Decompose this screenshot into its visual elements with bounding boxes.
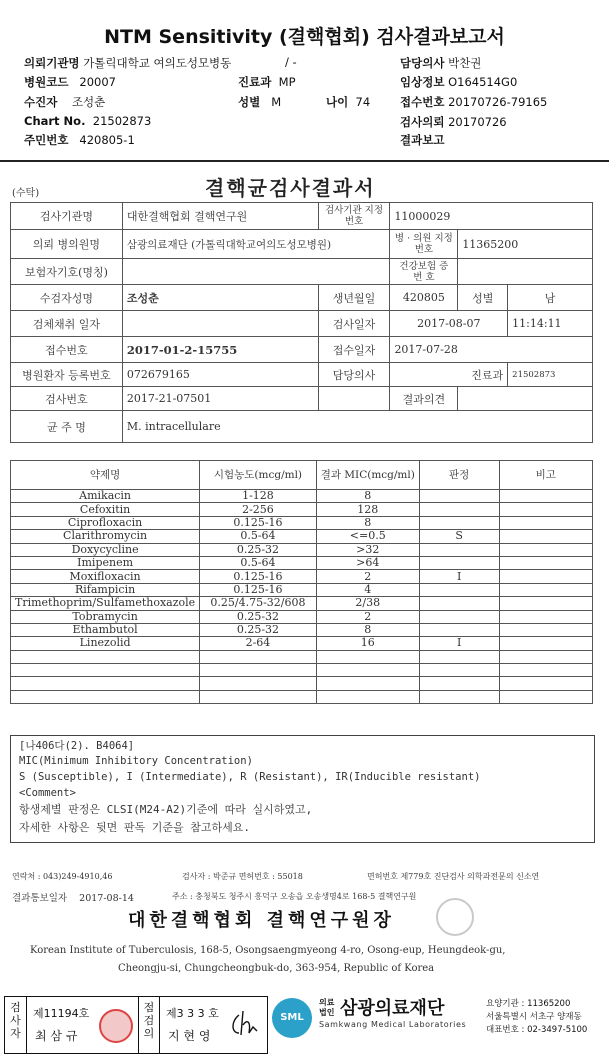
drug-cell [499, 556, 592, 569]
drug-cell [200, 664, 317, 677]
header-patient [24, 94, 105, 110]
report-date-value: 2017-08-14 [79, 893, 134, 904]
dob-value: 420805 [390, 285, 458, 311]
request-label: 검사의뢰 [400, 115, 445, 129]
org-name-en: Samkwang Medical Laboratories [319, 1020, 467, 1029]
drug-cell [419, 664, 499, 677]
drug-cell: Imipenem [11, 556, 200, 569]
form-badge: (수탁) [12, 188, 40, 199]
drug-cell: <=0.5 [316, 530, 419, 543]
patient-name-value: 조성춘 [122, 285, 318, 311]
ssn-value: 420805-1 [79, 133, 135, 147]
drug-row [11, 583, 593, 596]
org-contact [486, 998, 587, 1037]
org-prefix-1: 의료 [319, 998, 335, 1007]
inspector-stamp-box [4, 996, 268, 1054]
opinion-value [458, 387, 593, 411]
dept-form-value: 21502873 [508, 363, 593, 387]
header-institution [24, 55, 231, 71]
drug-cell [316, 650, 419, 663]
drug-cell: 16 [316, 637, 419, 650]
drug-cell: 0.25-32 [200, 610, 317, 623]
drug-cell: 2/38 [316, 597, 419, 610]
accession-date-label: 접수일자 [318, 337, 390, 363]
drug-cell: Linezolid [11, 637, 200, 650]
institution-label: 의뢰기관명 [24, 56, 80, 70]
health-value [458, 259, 593, 285]
accession-label: 접수번호 [11, 337, 123, 363]
header-sex [238, 94, 281, 110]
test-date-label: 검사일자 [318, 311, 390, 337]
drug-header-cell: 약제명 [11, 461, 200, 490]
drug-header-cell: 판정 [419, 461, 499, 490]
drug-cell [200, 650, 317, 663]
dept-value: MP [278, 75, 296, 89]
drug-cell: >64 [316, 556, 419, 569]
hosp-code-label: 병 · 의원 지정번호 [390, 230, 458, 259]
collect-label: 검체채취 일자 [11, 311, 123, 337]
drug-susceptibility-table [10, 460, 593, 704]
hosp-code-value: 11365200 [458, 230, 593, 259]
header-request [400, 114, 507, 130]
drug-row [11, 543, 593, 556]
institution-value: 가톨릭대학교 여의도성모병동 [83, 56, 232, 70]
drug-row [11, 650, 593, 663]
drug-cell: 0.125-16 [200, 516, 317, 529]
drug-cell: 0.125-16 [200, 583, 317, 596]
drug-cell [419, 543, 499, 556]
drug-cell: 1-128 [200, 490, 317, 503]
drug-cell [316, 664, 419, 677]
org-prefix-2: 법인 [319, 1008, 335, 1017]
doctor-value: 박찬권 [448, 56, 482, 70]
drug-cell [11, 690, 200, 703]
drug-header-cell: 시험농도(mcg/ml) [200, 461, 317, 490]
drug-cell [419, 503, 499, 516]
patient-value: 조성춘 [71, 95, 106, 109]
org-address: 서울특별시 서초구 양재동 [486, 1012, 582, 1022]
drug-cell: 8 [316, 516, 419, 529]
drug-cell [419, 583, 499, 596]
drug-cell [11, 677, 200, 690]
org-name: 삼광의료재단 [340, 998, 445, 1019]
header-clinical [400, 74, 517, 90]
footer-report-date [12, 890, 134, 904]
drug-cell [499, 490, 592, 503]
doc-label: 담당의사 [318, 363, 390, 387]
drug-header-cell: 결과 MIC(mcg/ml) [316, 461, 419, 490]
insured-label: 보험자기호(명칭) [11, 259, 123, 285]
drug-cell: 4 [316, 583, 419, 596]
dept-label: 진료과 [238, 75, 272, 89]
drug-row [11, 690, 593, 703]
collect-value [122, 311, 318, 337]
drug-row [11, 623, 593, 636]
drug-cell [499, 583, 592, 596]
header-doctor [400, 55, 481, 71]
drug-row [11, 490, 593, 503]
drug-cell: Ciprofloxacin [11, 516, 200, 529]
drug-row [11, 570, 593, 583]
drug-cell [499, 570, 592, 583]
hospital-code-value: 20007 [79, 75, 116, 89]
drug-cell: 0.5-64 [200, 556, 317, 569]
reviewer-name: 지 현 영 [168, 1029, 211, 1043]
drug-cell: 0.125-16 [200, 570, 317, 583]
drug-cell [419, 516, 499, 529]
drug-cell: I [419, 570, 499, 583]
bottom-strip [0, 994, 609, 1060]
test-date-value: 2017-08-07 [390, 311, 508, 337]
reg-label: 병원환자 등록번호 [11, 363, 123, 387]
reviewer-signature-icon [227, 1007, 263, 1041]
doctor-label: 담당의사 [400, 56, 445, 70]
drug-cell [499, 677, 592, 690]
drug-row [11, 503, 593, 516]
reg-value: 072679165 [122, 363, 318, 387]
drug-cell: 2-64 [200, 637, 317, 650]
notes-legend: S (Susceptible), I (Intermediate), R (Resistant), IR(Inducible resistant) [19, 771, 481, 783]
drug-cell: Ethambutol [11, 623, 200, 636]
request-value: 20170726 [448, 115, 507, 129]
age-value: 74 [355, 95, 371, 109]
drug-cell [499, 597, 592, 610]
organism-value: M. intracellulare [122, 411, 592, 443]
drug-row [11, 556, 593, 569]
drug-cell [499, 623, 592, 636]
patient-name-label: 수검자성명 [11, 285, 123, 311]
organism-label: 균 주 명 [11, 411, 123, 443]
age-label: 나이 [326, 95, 349, 109]
receipt-label: 접수번호 [400, 95, 445, 109]
drug-cell [419, 610, 499, 623]
inspector-name: 최 삼 규 [35, 1029, 78, 1043]
drug-cell [200, 677, 317, 690]
drug-row [11, 530, 593, 543]
clinical-label: 임상정보 [400, 75, 445, 89]
footer-license: 면허번호 제779호 진단검사 의학과전문의 신소연 [367, 872, 540, 881]
notes-line1: 항생제별 판정은 CLSI(M24-A2)기준에 따라 실시하였고, [19, 803, 313, 816]
drug-cell [499, 690, 592, 703]
chart-value: 21502873 [92, 114, 152, 128]
inspector-label: 검사자 [5, 997, 27, 1053]
drug-cell [316, 690, 419, 703]
report-title: NTM Sensitivity (결핵협회) 검사결과보고서 [104, 26, 505, 48]
sex-label: 성별 [238, 95, 261, 109]
test-time-value: 11:14:11 [508, 311, 593, 337]
ward-value: / - [285, 55, 297, 69]
result-report-label [400, 132, 444, 148]
drug-row [11, 597, 593, 610]
drug-cell: 0.25-32 [200, 543, 317, 556]
drug-cell [499, 610, 592, 623]
drug-cell [499, 516, 592, 529]
drug-cell: Trimethoprim/Sulfamethoxazole [11, 597, 200, 610]
result-report-text: 결과보고 [400, 133, 445, 147]
drug-cell: >32 [316, 543, 419, 556]
hosp-name-value: 삼광의료재단 (가톨릭대학교여의도성모병원) [122, 230, 390, 259]
drug-cell [200, 690, 317, 703]
drug-cell [316, 677, 419, 690]
drug-cell [499, 637, 592, 650]
drug-cell: 8 [316, 623, 419, 636]
drug-cell: Tobramycin [11, 610, 200, 623]
drug-cell [499, 530, 592, 543]
reviewer-no: 제3 3 3 호 [166, 1007, 219, 1020]
drug-table-header [11, 461, 593, 490]
test-no-spacer [318, 387, 390, 411]
drug-cell: Doxycycline [11, 543, 200, 556]
dob-label: 생년월일 [318, 285, 390, 311]
inspector-no: 제11194호 [33, 1007, 90, 1020]
drug-row [11, 637, 593, 650]
drug-cell: 2 [316, 610, 419, 623]
drug-cell [499, 503, 592, 516]
chart-label: Chart No. [24, 114, 86, 128]
drug-cell: Cefoxitin [11, 503, 200, 516]
accession-date-value: 2017-07-28 [390, 337, 593, 363]
lab-name-label: 검사기관명 [11, 203, 123, 230]
drug-cell [499, 664, 592, 677]
header-hospital-code [24, 74, 116, 90]
drug-cell: I [419, 637, 499, 650]
notes-code: [나406다(2). B4064] [19, 740, 135, 752]
drug-cell [419, 597, 499, 610]
lab-code-label: 검사기관 지정번호 [318, 203, 390, 230]
lab-code-value: 11000029 [390, 203, 593, 230]
drug-cell [419, 556, 499, 569]
drug-cell: 2 [316, 570, 419, 583]
inspector-seal-icon [99, 1009, 133, 1043]
sex-form-value: 남 [508, 285, 593, 311]
test-no-label: 검사번호 [11, 387, 123, 411]
header-ssn [24, 132, 135, 148]
org-seal-icon [436, 898, 474, 936]
ssn-label: 주민번호 [24, 133, 69, 147]
drug-cell: Moxifloxacin [11, 570, 200, 583]
drug-row [11, 610, 593, 623]
drug-cell: 8 [316, 490, 419, 503]
dept-form-label: 진료과 [390, 363, 508, 387]
drug-cell: Rifampicin [11, 583, 200, 596]
drug-cell: 2-256 [200, 503, 317, 516]
notes-box [10, 735, 595, 843]
drug-cell: 0.25/4.75-32/608 [200, 597, 317, 610]
drug-cell [499, 543, 592, 556]
drug-row [11, 664, 593, 677]
care-code: 요양기관 : 11365200 [486, 999, 571, 1009]
footer-address-en-1: Korean Institute of Tuberculosis, 168-5, Osongsaengmyeong 4-ro, Osong-eup, Heungdeok-gu, [30, 945, 506, 956]
sml-logo-icon: SML [272, 998, 312, 1038]
hosp-name-label: 의뢰 병의원명 [11, 230, 123, 259]
test-no-value: 2017-21-07501 [122, 387, 318, 411]
receipt-value: 20170726-79165 [448, 95, 548, 109]
drug-cell [419, 490, 499, 503]
footer-address-en-2: Cheongju-si, Chungcheongbuk-do, 363-954, Republic of Korea [118, 963, 435, 974]
header-age [326, 94, 370, 110]
insured-value [122, 259, 390, 285]
drug-cell: 0.5-64 [200, 530, 317, 543]
drug-cell [419, 623, 499, 636]
drug-cell [11, 650, 200, 663]
drug-cell [499, 650, 592, 663]
notes-line2: 자세한 사항은 뒷면 판독 기준을 참고하세요. [19, 821, 251, 834]
header-chart [24, 114, 151, 128]
report-date-label: 결과통보일자 [12, 893, 68, 904]
footer-address-kr: 주소 : 충청북도 청주시 흥덕구 오송읍 오송생명4로 168-5 결핵연구원 [172, 892, 417, 901]
patient-label: 수진자 [24, 95, 58, 109]
drug-cell: Clarithromycin [11, 530, 200, 543]
drug-row [11, 677, 593, 690]
drug-cell: S [419, 530, 499, 543]
drug-header-cell: 비고 [499, 461, 592, 490]
drug-cell [419, 677, 499, 690]
clinical-value: O164514G0 [448, 75, 518, 89]
header-divider [0, 160, 609, 162]
lab-name-value: 대한결핵협회 결핵연구원 [122, 203, 318, 230]
header-dept [238, 74, 296, 90]
accession-value: 2017-01-2-15755 [122, 337, 318, 363]
drug-row [11, 516, 593, 529]
drug-cell [419, 650, 499, 663]
drug-cell [419, 690, 499, 703]
org-prefix [319, 998, 334, 1018]
notes-mic: MIC(Minimum Inhibitory Concentration) [19, 755, 253, 767]
notes-comment-label: <Comment> [19, 787, 76, 799]
footer-contact: 연락처 : 043)249-4910,46 [12, 872, 113, 881]
drug-cell [11, 664, 200, 677]
reviewer-label: 점검의 [138, 997, 160, 1053]
patient-info-table [10, 202, 593, 443]
health-label: 건강보험 증 번 호 [390, 259, 458, 285]
sex-value: M [271, 95, 282, 109]
sex-form-label: 성별 [458, 285, 508, 311]
header-receipt [400, 94, 547, 110]
opinion-label: 결과의견 [390, 387, 458, 411]
footer-org-name: 대한결핵협회 결핵연구원장 [128, 910, 395, 931]
drug-cell: Amikacin [11, 490, 200, 503]
org-phone: 대표번호 : 02-3497-5100 [486, 1025, 588, 1035]
form-title: 결핵균검사결과서 [205, 176, 376, 200]
footer-examiner: 검사자 : 박준규 면허번호 : 55018 [182, 872, 303, 881]
drug-cell: 128 [316, 503, 419, 516]
hospital-code-label: 병원코드 [24, 75, 69, 89]
drug-cell: 0.25-32 [200, 623, 317, 636]
